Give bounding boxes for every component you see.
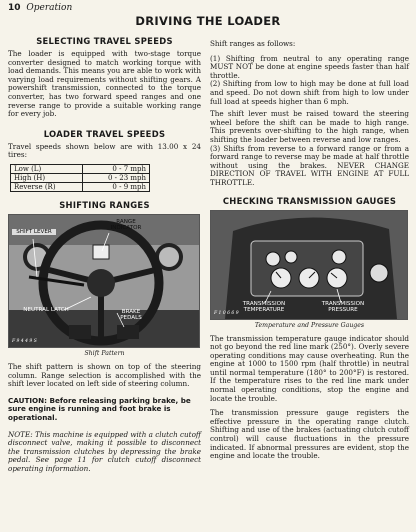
page-header	[8, 3, 72, 13]
heading-checking-gauges: CHECKING TRANSMISSION GAUGES	[222, 195, 397, 206]
range-cell: Low (L)	[11, 164, 83, 173]
value-cell: 0 - 9 mph	[83, 182, 150, 191]
range-indicator-callout: RANGE INDICATOR	[110, 218, 142, 231]
heading-loader-travel-speeds: LOADER TRAVEL SPEEDS	[43, 128, 166, 139]
value-cell: 0 - 23 mph	[83, 173, 150, 182]
paragraph-temperature-gauge: The transmission temperature gauge indicator should not go beyond the red line mark (250°). Overly severe operating conditions may cause overheating. Run the engine at 1000 to 1500 rpm (half throttle) in neutral until normal temperature (180° to 200°F) is restored. If the temperature rises to the red line mark under normal operating conditions, stop the engine and locate the trouble.	[210, 333, 409, 403]
transmission-pressure-callout: TRANSMISSION PRESSURE	[321, 300, 365, 313]
shift-pattern-caption: Shift Pattern	[84, 349, 125, 357]
shift-pattern-figure	[8, 214, 200, 348]
neutral-latch-callout: NEUTRAL LATCH	[23, 306, 69, 313]
speed-table	[10, 164, 150, 192]
note-text: NOTE: This machine is equipped with a clutch cutoff disconnect valve, making it possible to disconnect the transmission clutches by depressing the brake pedal. See page 11 for clutch cutoff disconnect operating information.	[8, 429, 201, 473]
paragraph-shift-pattern: The shift pattern is shown on top of the steering column. Range selection is accomplished with the shift lever located on left side of steering column.	[8, 361, 201, 389]
right-column	[210, 40, 409, 461]
paragraph-shift-lever: The shift lever must be raised toward the steering wheel before the shift can be made to high range. This prevents over-shifting to the high range, when shifting the loader between reverse and low ranges.	[210, 109, 409, 144]
section-name: Operation	[26, 3, 73, 13]
range-cell: Reverse (R)	[11, 182, 83, 191]
value-cell: 0 - 7 mph	[83, 164, 150, 173]
shift-lever-callout: SHIFT LEVER	[12, 229, 56, 235]
table-row	[11, 173, 150, 182]
page-title: DRIVING THE LOADER	[135, 14, 281, 28]
paragraph-rule-2: (2) Shifting from low to high may be done at full load and speed. Do not down shift from high to low under full load at speeds higher than 6 mph.	[210, 79, 409, 106]
paragraph-selecting: The loader is equipped with two-stage torque converter designed to match working torque with load demands. This means you are able to work with varying load requirements without shifting gears. A powershift transmission, connected to the torque converter, has two forward speed ranges and one reverse range to provide a suitable working range for every job.	[8, 49, 201, 119]
paragraph-pressure-gauge: The transmission pressure gauge registers the effective pressure in the operating range clutch. Shifting and use of the brakes (actuating clutch cutoff control) will cause fluctuations in the pressure indicated. If abnormal pressures are evident, stop the engine and locate the trouble.	[210, 408, 409, 461]
heading-selecting-travel-speeds: SELECTING TRAVEL SPEEDS	[36, 36, 173, 46]
left-column	[8, 36, 201, 473]
figure-id: F 1 0 6 6 9	[214, 310, 239, 316]
paragraph-rule-3: (3) Shifts from reverse to a forward range or from a forward range to reverse may be made at half throttle without using the brakes. NEVER CHANGE DIRECTION OF TRAVEL WITH ENGINE AT FULL THROTTLE.	[210, 143, 409, 187]
caution-text: CAUTION: Before releasing parking brake, be sure engine is running and foot brake is operational.	[8, 395, 191, 422]
figure-id: F 9 4 4 9 S	[12, 338, 37, 344]
brake-pedals-callout: BRAKE PEDALS	[120, 308, 142, 321]
page-number: 10	[8, 3, 21, 13]
heading-shifting-ranges: SHIFTING RANGES	[59, 199, 150, 210]
table-row	[11, 182, 150, 191]
gauges-figure	[210, 210, 408, 320]
paragraph-speeds: Travel speeds shown below are with 13.00 x 24 tires:	[8, 141, 201, 160]
transmission-temperature-callout: TRANSMISSION TEMPERATURE	[242, 300, 286, 313]
range-cell: High (H)	[11, 173, 83, 182]
paragraph-rule-1: (1) Shifting from neutral to any operating range MUST NOT be done at engine speeds faster than half throttle.	[210, 53, 409, 80]
paragraph-shift-ranges-intro: Shift ranges as follows:	[210, 39, 296, 48]
table-row	[11, 164, 150, 173]
gauges-caption: Temperature and Pressure Gauges	[254, 321, 365, 329]
